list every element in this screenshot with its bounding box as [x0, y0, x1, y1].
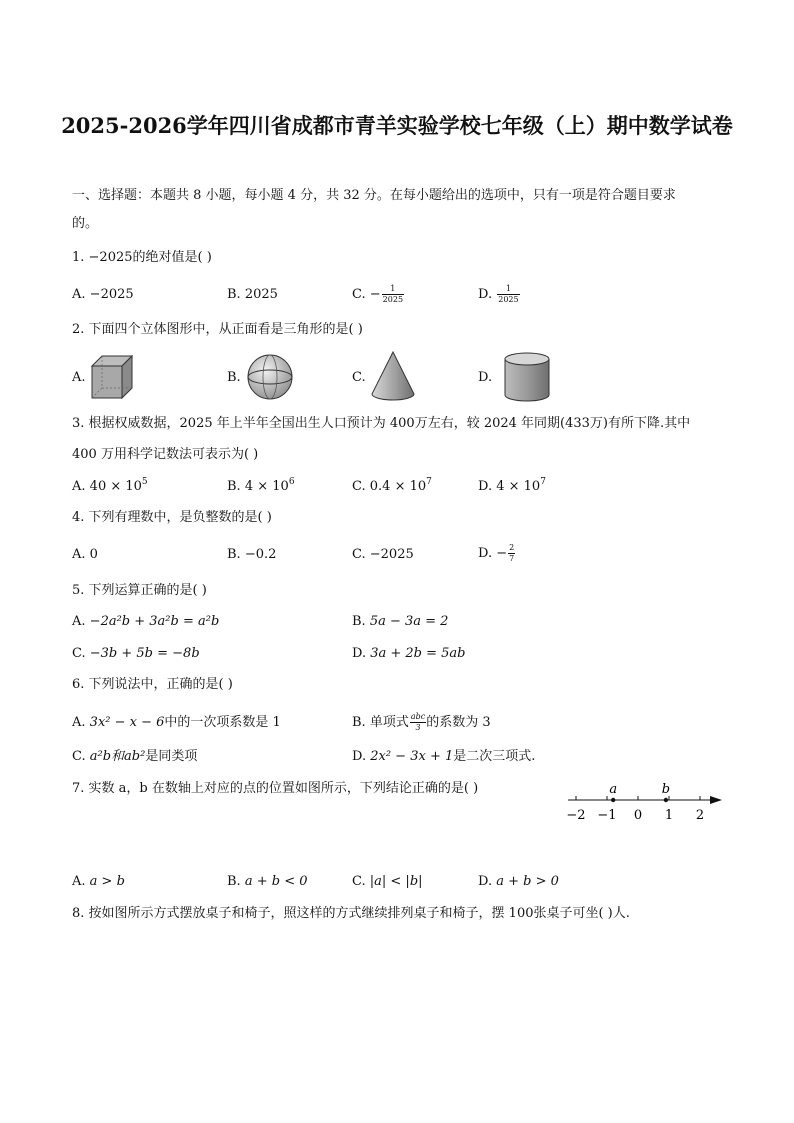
- question-5-stem: 5. 下列运算正确的是( ): [72, 583, 207, 598]
- q2-option-a-label: A.: [72, 370, 86, 385]
- fraction: $\frac{1}{2025}$: [498, 284, 519, 304]
- q6-option-b: B. 单项式 $\frac{\text{abc}}{3}$ 的系数为 3: [352, 712, 491, 732]
- question-2-stem: 2. 下面四个立体图形中，从正面看是三角形的是( ): [72, 322, 363, 337]
- q5-option-c: C. −3b + 5b = −8b: [72, 646, 200, 661]
- fraction: $\frac{1}{2025}$: [382, 284, 404, 304]
- q5-option-d: D. 3a + 2b = 5ab: [352, 646, 466, 661]
- q3-option-a: A. $40 \times 10^5$: [72, 477, 148, 494]
- question-7-stem: 7. 实数 a，b 在数轴上对应的点的位置如图所示，下列结论正确的是( ): [72, 781, 479, 796]
- q3-option-d: D. $4 \times 10^7$: [478, 477, 546, 494]
- q3-option-b: B. $4 \times 10^6$: [227, 477, 295, 494]
- question-3-stem-cont: 400 万用科学记数法可表示为( ): [72, 447, 259, 462]
- q7-option-d: D. a + b > 0: [478, 874, 559, 889]
- q6-option-a: A. 3x² − x − 6中的一次项系数是 1: [72, 715, 281, 730]
- q2-option-c-label: C.: [352, 370, 366, 385]
- question-6-stem: 6. 下列说法中，正确的是( ): [72, 677, 233, 692]
- number-line-tick-label: −2: [566, 808, 586, 823]
- q3-option-c: C. $0.4 \times 10^7$: [352, 477, 432, 494]
- q4-option-a: A. 0: [72, 547, 98, 562]
- q7-option-a: A. a > b: [72, 874, 125, 889]
- number-line-tick-label: 2: [695, 808, 705, 823]
- q4-option-c: C. −2025: [352, 547, 414, 562]
- cube-icon: [88, 352, 138, 402]
- question-8-stem: 8. 按如图所示方式摆放桌子和椅子，照这样的方式继续排列桌子和椅子，摆 100张桌子可坐( )人.: [72, 906, 630, 921]
- q1-option-d: D. $\frac{1}{2025}$: [478, 284, 519, 304]
- q2-option-d-label: D.: [478, 370, 493, 385]
- number-line-tick-label: 1: [664, 808, 674, 823]
- sphere-icon: [244, 353, 296, 401]
- q4-option-b: B. −0.2: [227, 547, 277, 562]
- section-heading-cont: 的。: [72, 216, 99, 231]
- number-line-tick-label: 0: [633, 808, 643, 823]
- q6-option-c: C. a²b和ab²是同类项: [72, 749, 198, 764]
- arrow-icon: [710, 796, 722, 804]
- number-line: [560, 780, 730, 828]
- q6-option-d: D. 2x² − 3x + 1是二次三项式.: [352, 749, 536, 764]
- q1-option-c: C. − $\frac{1}{2025}$: [352, 284, 404, 304]
- q1-option-a: A. −2025: [72, 287, 134, 302]
- page-title: 2025-2026学年四川省成都市青羊实验学校七年级（上）期中数学试卷: [61, 113, 733, 138]
- q1-option-b: B. 2025: [227, 287, 278, 302]
- number-line-tick-label: −1: [597, 808, 617, 823]
- question-4-stem: 4. 下列有理数中，是负整数的是( ): [72, 510, 272, 525]
- section-heading: 一、选择题：本题共 8 小题，每小题 4 分，共 32 分。在每小题给出的选项中，只有一项是符合题目要求: [72, 188, 676, 203]
- q5-option-b: B. 5a − 3a = 2: [352, 614, 449, 629]
- number-line-point: [611, 798, 615, 802]
- cone-icon: [370, 350, 416, 402]
- q4-option-d: D. − $\frac{2}{7}$: [478, 543, 515, 563]
- number-line-point-label: a: [609, 782, 618, 797]
- fraction: $\frac{\text{abc}}{3}$: [410, 712, 426, 732]
- question-1-stem: 1. −2025的绝对值是( ): [72, 250, 212, 265]
- number-line-point: [664, 798, 668, 802]
- number-line-point-label: b: [661, 782, 671, 797]
- q2-option-b-label: B.: [227, 370, 241, 385]
- question-3-stem: 3. 根据权威数据，2025 年上半年全国出生人口预计为 400万左右，较 2024 年同期(433万)有所下降.其中: [72, 416, 691, 431]
- q5-option-a: A. −2a²b + 3a²b = a²b: [72, 614, 220, 629]
- q7-option-c: C. |a| < |b|: [352, 874, 423, 889]
- cylinder-icon: [502, 351, 552, 403]
- fraction: $\frac{2}{7}$: [509, 543, 515, 563]
- q7-option-b: B. a + b < 0: [227, 874, 308, 889]
